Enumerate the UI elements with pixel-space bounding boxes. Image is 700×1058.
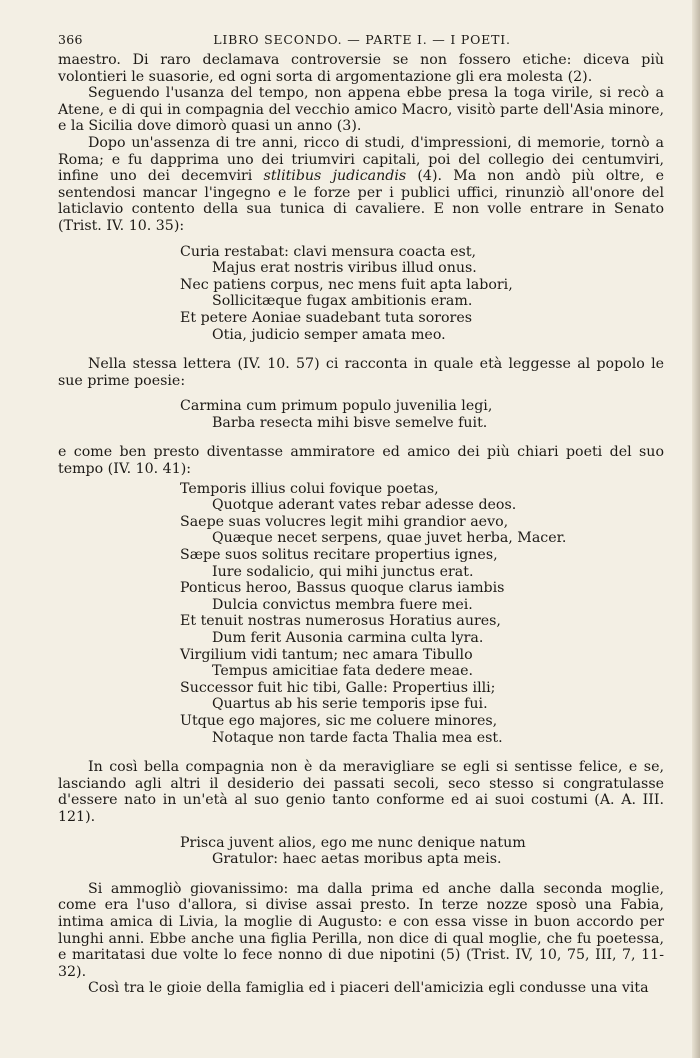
page-header: [58, 32, 666, 48]
running-title: LIBRO SECONDO. — PARTE I. — I POETI.: [213, 32, 511, 47]
paragraph-5: e come ben presto diventasse ammiratore ed amico dei più chiari poeti del suo tempo (IV. 10. 41):: [58, 444, 664, 478]
verse-line: Quæque necet serpens, quae juvet herba, Macer.: [212, 530, 567, 547]
paragraph-3-text-a: Dopo un'assenza di tre anni, ricco di studi, d'impressioni, di memorie, tornò a Roma; e fu dapprima uno dei triumviri capitali, poi del collegio dei centumviri, infine uno dei decemviri: [58, 134, 664, 185]
verse-line: Temporis illius colui fovique poetas,: [180, 480, 439, 497]
verse-line: Saepe suas volucres legit mihi grandior aevo,: [180, 513, 509, 530]
paragraph-3-italic: stlitibus judicandis: [263, 168, 407, 185]
verse-line: Curia restabat: clavi mensura coacta est,: [180, 243, 477, 260]
verse-line: Utque ego majores, sic me coluere minores,: [180, 712, 498, 729]
paragraph-1: maestro. Di raro declamava controversie se non fossero etiche: diceva più volontieri le suasorie, ed ogni sorta di argomentazione gli era molesta (2).: [58, 52, 664, 85]
verse-line: Prisca juvent alios, ego me nunc denique natum: [180, 834, 526, 851]
verse-line: Notaque non tarde facta Thalia mea est.: [212, 729, 503, 746]
verse-block-2: [180, 398, 664, 431]
verse-line: Iure sodalicio, qui mihi junctus erat.: [212, 563, 474, 580]
verse-line: Successor fuit hic tibi, Galle: Propertius illi;: [180, 679, 496, 696]
verse-line: Dum ferit Ausonia carmina culta lyra.: [212, 630, 484, 646]
verse-line: Otia, judicio semper amata meo.: [212, 326, 446, 343]
paragraph-8: Così tra le gioie della famiglia ed i piaceri dell'amicizia egli condusse una vita: [88, 980, 649, 997]
verse-line: Dulcia convictus membra fuere mei.: [212, 596, 473, 613]
verse-line: Barba resecta mihi bisve semelve fuit.: [212, 414, 488, 431]
verse-line: Quartus ab his serie temporis ipse fui.: [212, 696, 488, 713]
page-body: [58, 52, 664, 997]
verse-line: Et petere Aoniae suadebant tuta sorores: [180, 309, 473, 326]
paragraph-6: In così bella compagnia non è da meravigliare se egli si sentisse felice, e se, lasciando agli altri il desiderio dei passati secoli, seco stesso si congratulasse d'essere nato in un'età al suo genio tanto conforme ed ai suoi costumi (A. A. III. 121).: [58, 759, 664, 825]
verse-line: Virgilium vidi tantum; nec amara Tibullo: [180, 646, 473, 663]
paragraph-2: Seguendo l'usanza del tempo, non appena ebbe presa la toga virile, si recò a Atene, e di qui in compagnia del vecchio amico Macro, visitò parte dell'Asia minore, e la Sicilia dove dimorò quasi un anno (3).: [58, 85, 664, 135]
verse-line: Sæpe suos solitus recitare propertius ignes,: [180, 547, 498, 564]
verse-line: Et tenuit nostras numerosus Horatius aures,: [180, 613, 501, 630]
verse-line: Ponticus heroo, Bassus quoque clarus iambis: [180, 580, 505, 597]
verse-line: Quotque aderant vates rebar adesse deos.: [212, 497, 517, 514]
paragraph-7: Si ammogliò giovanissimo: ma dalla prima ed anche dalla seconda moglie, come era l'uso d'allora, si divise assai presto. In terze nozze sposò una Fabia, intima amica di Livia, la moglie di Augusto: e con essa visse in buon accordo per lunghi anni. Ebbe anche una figlia Perilla, non dice di qual moglie, che fu poetessa, e maritatasi due volte lo fece nonno di due nipotini (5) (Trist. IV, 10, 75, III, 7, 11-32).: [58, 880, 664, 980]
verse-line: Nec patiens corpus, nec mens fuit apta labori,: [180, 276, 513, 293]
page-number: 366: [58, 32, 83, 47]
verse-block-3: [180, 481, 664, 747]
verse-line: Sollicitæque fugax ambitionis eram.: [212, 293, 473, 310]
verse-line: Majus erat nostris viribus illud onus.: [212, 260, 477, 277]
verse-block-1: [180, 244, 664, 344]
paragraph-3-text-b: (4). Ma non andò più oltre, e sentendosi mancar l'ingegno e le forze per i publici uffici, rinunziò all'onore del laticlavio contento della sua tunica di cavaliere. E non volle entrare in Senato (Trist. IV. 10. 35):: [58, 168, 664, 234]
verse-line: Gratulor: haec aetas moribus apta meis.: [212, 851, 502, 868]
page-edge-shadow: [692, 0, 700, 1058]
verse-line: Carmina cum primum populo juvenilia legi,: [180, 398, 493, 415]
verse-line: Tempus amicitiae fata dedere meae.: [212, 663, 473, 680]
paragraph-4: Nella stessa lettera (IV. 10. 57) ci racconta in quale età leggesse al popolo le sue prime poesie:: [58, 356, 664, 389]
verse-block-4: [180, 835, 664, 868]
paragraph-3: [58, 135, 664, 235]
